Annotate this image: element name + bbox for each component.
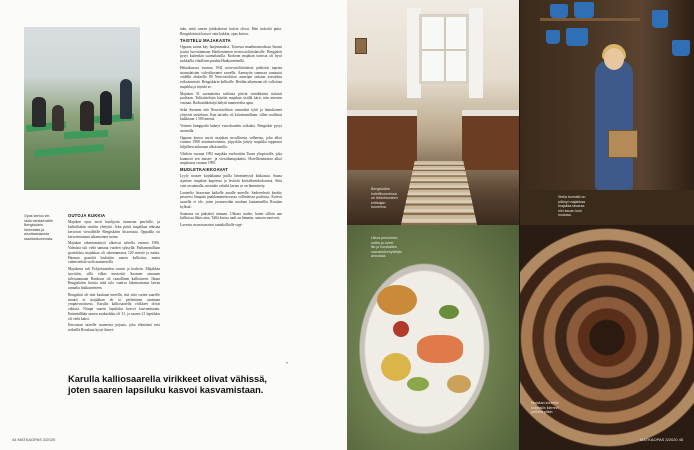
hotel-room-caption: Bengtskärin hotellihuoneissa on lähtohtuoteen entisajan tunnelma. bbox=[371, 187, 398, 210]
picnic-photo bbox=[24, 27, 140, 190]
paragraph: Majakan 31 suomalaista sotilasta pitivät sinnikkäästi tiukasti puoliaan. Tulitaistelujia käytiin majakan sisällä kärit, niin miesten vastaan. Radiosähköttäjä hälytti mantereelta apua. bbox=[180, 91, 282, 105]
woman-caption: Stella Isomäki on pitänyt majakkaa majakka tavaraa niin kauan kuin muistaa. bbox=[558, 195, 586, 218]
paragraph: Oppaan tarina käy hurjemmaksi. Toisessa maailmansodassa Suomi joutui luovuttamaan Hankoniemen neuvostoliittolaisille. Bengtskär pysyi kuitenkin suomalaisilla. Korkean majakan tornista oli hyvä tarkkailla vihollisen puuhia Hankoniemellä. bbox=[180, 44, 282, 63]
spiral-stairs-photo bbox=[520, 225, 694, 450]
article-column-1 bbox=[68, 212, 160, 364]
paragraph: Majakan opas nosti kuulijoita istumaan pen-kille, ja kallioiltakin otettiin yhteyttä. Joka päivä majakkaa edustaa kertoivat vierailleille Bengtskärin historiasta. Oppaalla on kerrottavanaan aikamoinen tarina. bbox=[68, 220, 160, 239]
paragraph: Vihdoin vuonna 1992 majakka vuokrattiin Turun yliopistolle, joka kunnosti sen museo- ja vierailumajakaksi. Hotellitoimintaa alkoi majakassa vuonna 1995. bbox=[180, 151, 282, 166]
woman-photo bbox=[520, 0, 694, 225]
food-caption: Ulkoa peuroteen, uuttia ja oveet lilo ja hurskallea vaaraanleohyttetyin annoksia. bbox=[371, 236, 403, 259]
paragraph: Majakan rakentamistyöt alkoivat talvella vuonna 1906. Valmista tuli vielä samana vuoden syksyllä. Parhaimmillaan graniittisia majakkaa oli rakentamassa 120 miestä ja naista. Harmaa graniitti louhittiin saaren kallioista, mutta valmistettiin vielä mantereella. bbox=[68, 241, 160, 265]
section-heading: MUOLETKAIKKOAVAT bbox=[180, 167, 228, 172]
picnic-caption: Opas kertoo vie- railla varsiarmallle Bengtskärin historiasta ja ainutlaatuisesta saaristoluonnosta. bbox=[24, 214, 54, 241]
paragraph: Verinen kamppailu käänyi vuorokauden sotkuksi. Bengtskär pysyi suomella. bbox=[180, 124, 282, 133]
continue-marker: » bbox=[286, 360, 289, 365]
paragraph: Lauteelta leiauvaan kaikelle auralle merelle. Sadevedestä kerätty pesuvesi lämpiää paakkammettovassa vallinteissa padoissa. Kaivoa saarella ei ole, joten juomavedän tuodaan kantamaellia Rosalan kylästä. bbox=[180, 190, 282, 209]
paragraph: Laveatu on mosonaiset rantakalliolle sopi- bbox=[180, 223, 243, 227]
paragraph: Oppaan kertoo myös majakan suvullisesta valheesta, joka alkoi vuonna 1968 automatisoinnin, yöpyikön jättyty majakka rappeutui hiljalleen ankaraan ulkotoimilla. bbox=[180, 135, 282, 149]
paragraph: Kerrotaan saarelle asuneesta pojasta, joka elämänsä ensi retkeillä Rosalaan kysyi ihmet- bbox=[68, 323, 160, 332]
stairs-caption: Majakan korkeille kolpeisiin kierrevi portaita pitkin. bbox=[531, 401, 559, 415]
article-column-2 bbox=[180, 27, 282, 367]
right-folio: MATKAOPAS 3/2020 45 bbox=[640, 437, 684, 442]
paragraph: Lyyly nousee kirjakkaana puilla lämmitetystä kiukaasta. Sauna sijaitsee majakan kupeessa ja levittää kivitalkeenkokoonsa. Siitä vain arvaamalla, montako rahaltä kertaa se on lämmitetty. bbox=[180, 174, 282, 188]
section-heading: TAISTELU MAJAKASTA bbox=[180, 37, 231, 43]
paragraph: Majakasta tuli Pohjoismaiden suurin ja korkein. Majakkaa tarvittiin, sillä vilkas merireitti Suomen aimuuan talvisatamaan Hankoon oli vaarallinen kallioineen. Ilman Bengtskärin luotsia niitä tulo vaativa lukemattomia laivaa rannalta hukkuneineen. bbox=[68, 267, 160, 290]
left-folio: 44 MATKAOPAS 3/2020 bbox=[12, 437, 56, 442]
pull-quote: Karulla kalliosaarella virikkeet olivat vähissä, joten saaren lapsiluku kasvoi kasvamistaan. bbox=[68, 374, 267, 395]
paragraph: tään, mitä saaren jättikokoiset kuivat olivat. Hän tarkoitti puita. Bengtskärissä kasvoi vain kukkia, opas kertoo. bbox=[180, 27, 282, 36]
paragraph: Sekä Suomen että Neuvostoliiton vammiksi tykit ja lentokoneet yhtyivät taisteluun. Kun taistelu oli kiivaimmillaan, sillen osallistui kaikkiaan 1 500 miestä. bbox=[180, 107, 282, 122]
paragraph: Saunasta on päästävä uimaan. Ulkona tuulee, kuten silloin aan kallioissa lähes aina. Tällä kertaa tuuli on lämmin, samoin merivesi. bbox=[180, 211, 282, 221]
section-heading: OUTOJA KUKKIA bbox=[68, 213, 106, 218]
paragraph: Heinäkuussa vuonna 1941 neuvostoliittolaiset päättivät tuprtaa suomalaisten valvoiltornnet saarella. Aamuyön sumussa rantautui viidellä aluksella 80 Neuvostoliiton armeijan tarkaan asesteltua erikoismiestä. Bengtskärin kallioille. Heidän aikeenaan oli valloittaa majakka ja täyttää se. bbox=[180, 65, 282, 89]
paragraph: Bengtskär oli niin kaukana merellä, että siitä varten saarelle muutti ei majakkan eh ta perheineen asumaan ympärivuotisesti. Karulla kalliosaarella virikkeet olivat vähissä. Niinpä saaren lapsiluku kasvoi kasvamistaan. Enimmillään saaren asukasluku oli 31, ja saaren 21 lapsiluku oli vielä kaksi. bbox=[68, 292, 160, 321]
